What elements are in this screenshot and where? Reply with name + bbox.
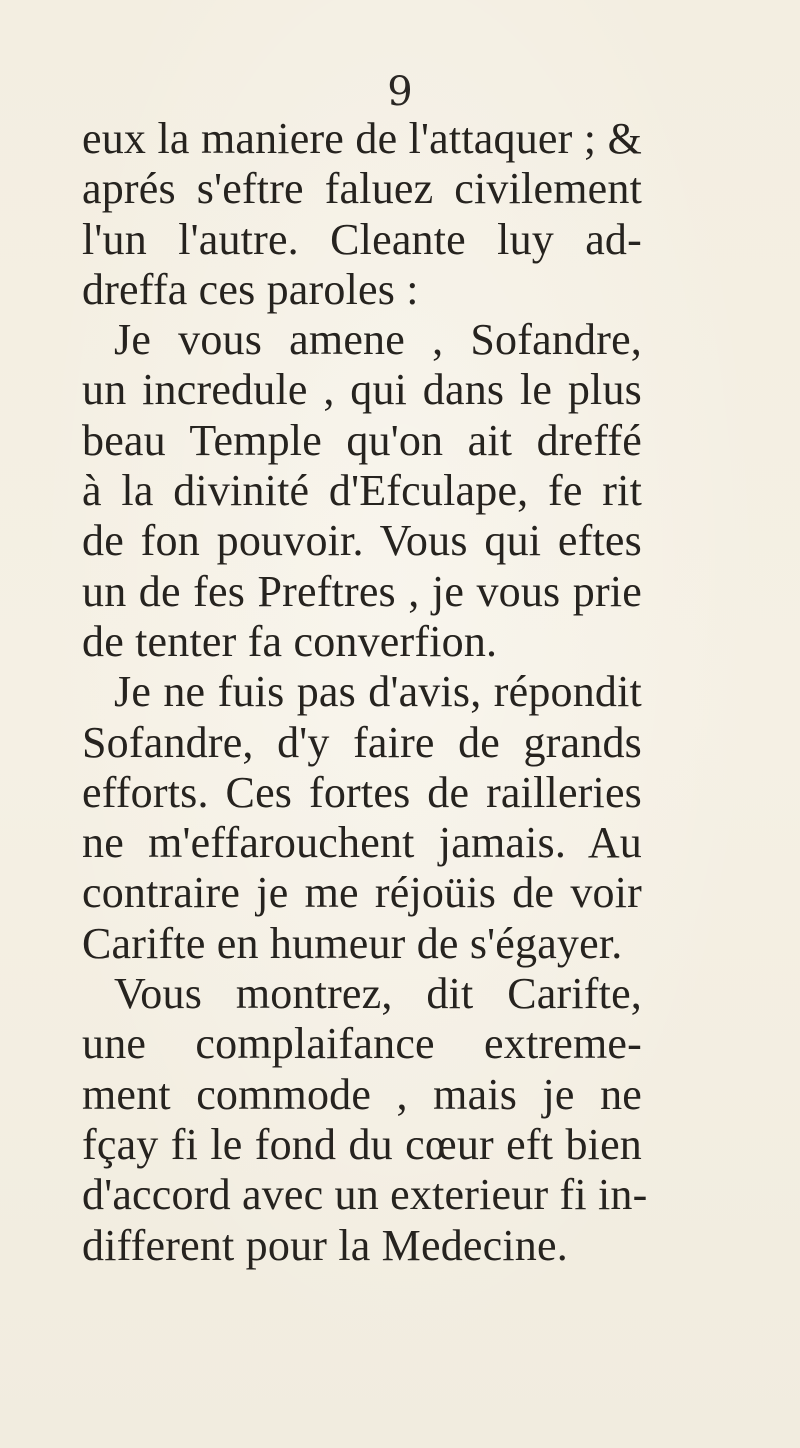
text-line: contraire je me réjoüis de voir	[82, 868, 642, 918]
body-text	[82, 114, 648, 1271]
text-line: Je vous amene , Sofandre,	[114, 315, 642, 365]
text-line: Sofandre, d'y faire de grands	[82, 717, 642, 767]
text-line: ment commode , mais je ne	[82, 1069, 642, 1119]
text-line: Carifte en humeur de s'égayer.	[82, 918, 623, 968]
text-line: beau Temple qu'on ait dreffé	[82, 415, 642, 465]
text-line: Vous montrez, dit Carifte,	[114, 969, 642, 1019]
text-line: à la divinité d'Efculape, fe rit	[82, 466, 642, 516]
text-line: aprés s'eftre faluez civilement	[82, 164, 642, 214]
text-line: efforts. Ces fortes de railleries	[82, 767, 642, 817]
text-line: fçay fi le fond du cœur eft bien	[82, 1119, 642, 1169]
text-line: un incredule , qui dans le plus	[82, 365, 642, 415]
text-line: dreffa ces paroles :	[82, 264, 419, 314]
text-line: eux la maniere de l'attaquer ; &	[82, 114, 642, 163]
text-line: l'un l'autre. Cleante luy ad-	[82, 214, 642, 264]
text-line: un de fes Preftres , je vous prie	[82, 566, 642, 616]
text-line: different pour la Medecine.	[82, 1220, 568, 1270]
text-line: ne m'effarouchent jamais. Au	[82, 818, 642, 868]
page-number: 9	[387, 69, 413, 115]
text-line: une complaifance extreme-	[82, 1019, 642, 1069]
text-line: de fon pouvoir. Vous qui eftes	[82, 516, 642, 566]
text-line: Je ne fuis pas d'avis, répondit	[114, 667, 642, 717]
text-line: d'accord avec un exterieur fi in-	[82, 1170, 648, 1220]
text-line: de tenter fa converfion.	[82, 616, 498, 666]
